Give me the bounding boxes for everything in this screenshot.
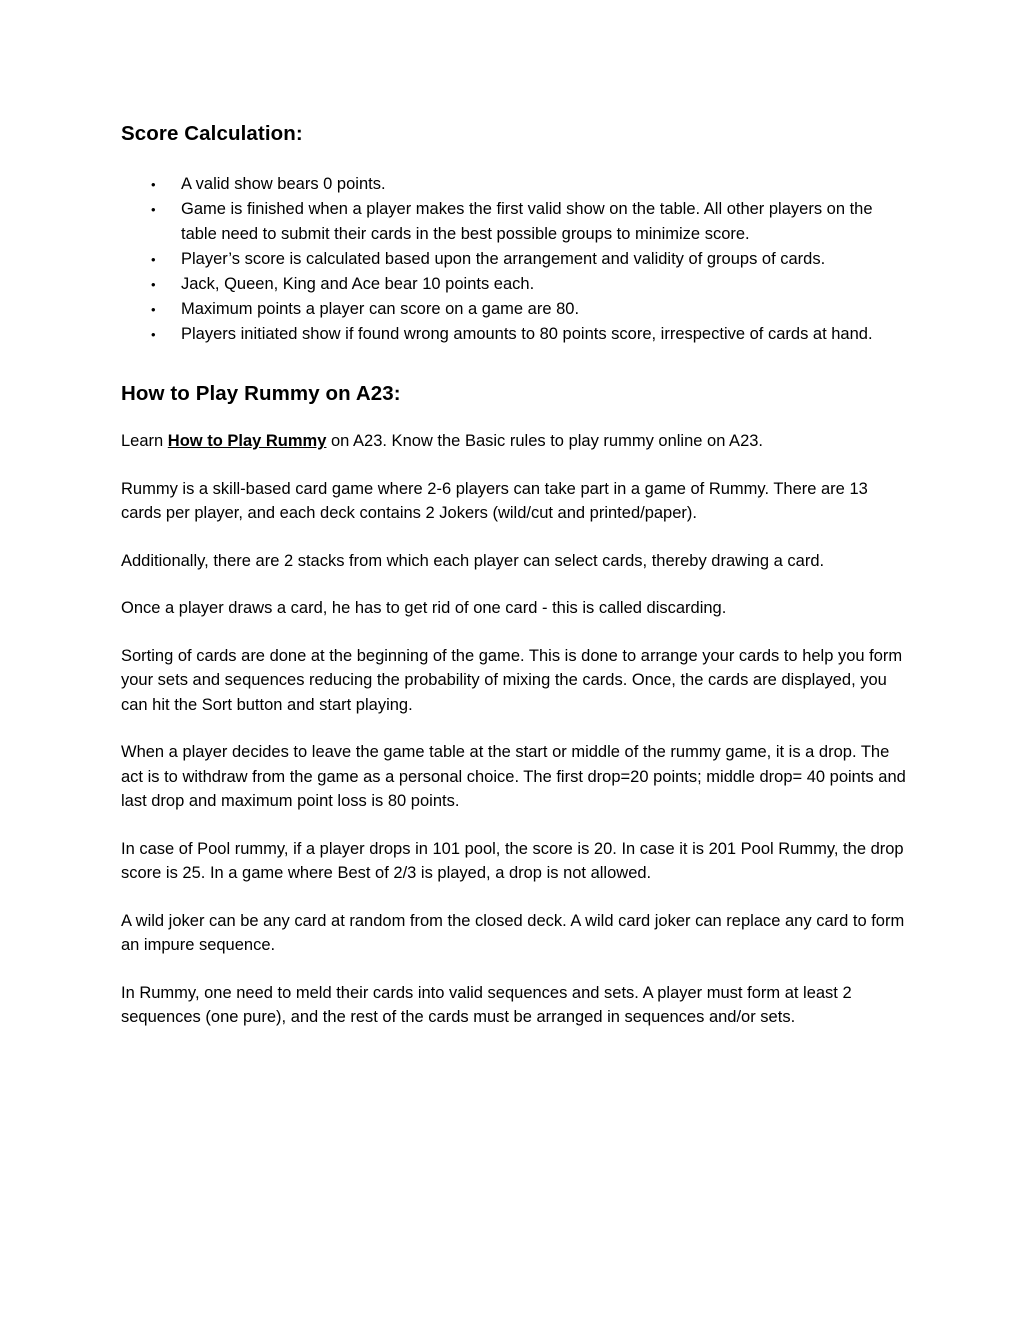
- list-item-text: Players initiated show if found wrong amounts to 80 points score, irrespective of cards at hand.: [181, 325, 873, 343]
- list-item-text: Jack, Queen, King and Ace bear 10 points each.: [181, 275, 535, 293]
- bullet-icon: •: [151, 252, 156, 267]
- list-item: [121, 247, 911, 272]
- intro-prefix: Learn: [121, 432, 168, 450]
- paragraph-drop: When a player decides to leave the game table at the start or middle of the rummy game, it is a drop. The act is to withdraw from the game as a personal choice. The first drop=20 points; middle drop= 40 points and last drop and maximum point loss is 80 points.: [121, 743, 906, 810]
- paragraph-pool-rummy: In case of Pool rummy, if a player drops in 101 pool, the score is 20. In case it is 201 Pool Rummy, the drop score is 25. In a game where Best of 2/3 is played, a drop is not allowed.: [121, 839, 904, 882]
- bullet-icon: •: [151, 327, 156, 342]
- intro-suffix: on A23. Know the Basic rules to play rummy online on A23.: [326, 432, 764, 450]
- paragraph-discarding: Once a player draws a card, he has to get rid of one card - this is called discarding.: [121, 599, 727, 617]
- list-item-text: A valid show bears 0 points.: [181, 175, 386, 193]
- intro-paragraph: [121, 429, 911, 454]
- heading-score-calculation: Score Calculation:: [121, 122, 303, 145]
- how-to-play-rummy-link[interactable]: How to Play Rummy: [167, 432, 327, 450]
- document-body: [121, 118, 911, 1053]
- score-rules-list: [121, 172, 911, 347]
- list-item-text: Maximum points a player can score on a game are 80.: [181, 300, 580, 318]
- list-item-text: Game is finished when a player makes the first valid show on the table. All other players on the table need to submit their cards in the best possible groups to minimize score.: [181, 200, 873, 243]
- bullet-icon: •: [151, 202, 156, 217]
- paragraph-rummy-overview: Rummy is a skill-based card game where 2-6 players can take part in a game of Rummy. There are 13 cards per player, and each deck contains 2 Jokers (wild/cut and printed/paper).: [121, 479, 868, 522]
- list-item: [121, 322, 911, 347]
- paragraph-wild-joker: A wild joker can be any card at random from the closed deck. A wild card joker can replace any card to form an impure sequence.: [121, 911, 905, 954]
- list-item-text: Player’s score is calculated based upon the arrangement and validity of groups of cards.: [181, 250, 826, 268]
- paragraph-sorting: Sorting of cards are done at the beginning of the game. This is done to arrange your cards to help you form your sets and sequences reducing the probability of mixing the cards. Once, the cards are displayed, you can hit the Sort button and start playing.: [121, 646, 903, 714]
- paragraph-meld: In Rummy, one need to meld their cards into valid sequences and sets. A player must form at least 2 sequences (one pure), and the rest of the cards must be arranged in sequences and/or sets.: [121, 983, 852, 1026]
- bullet-icon: •: [151, 177, 156, 192]
- list-item: [121, 172, 911, 197]
- list-item: [121, 297, 911, 322]
- list-item: [121, 197, 911, 247]
- paragraph-stacks: Additionally, there are 2 stacks from which each player can select cards, thereby drawing a card.: [121, 551, 825, 570]
- bullet-icon: •: [151, 302, 156, 317]
- bullet-icon: •: [151, 277, 156, 292]
- heading-how-to-play: How to Play Rummy on A23:: [121, 382, 401, 405]
- list-item: [121, 272, 911, 297]
